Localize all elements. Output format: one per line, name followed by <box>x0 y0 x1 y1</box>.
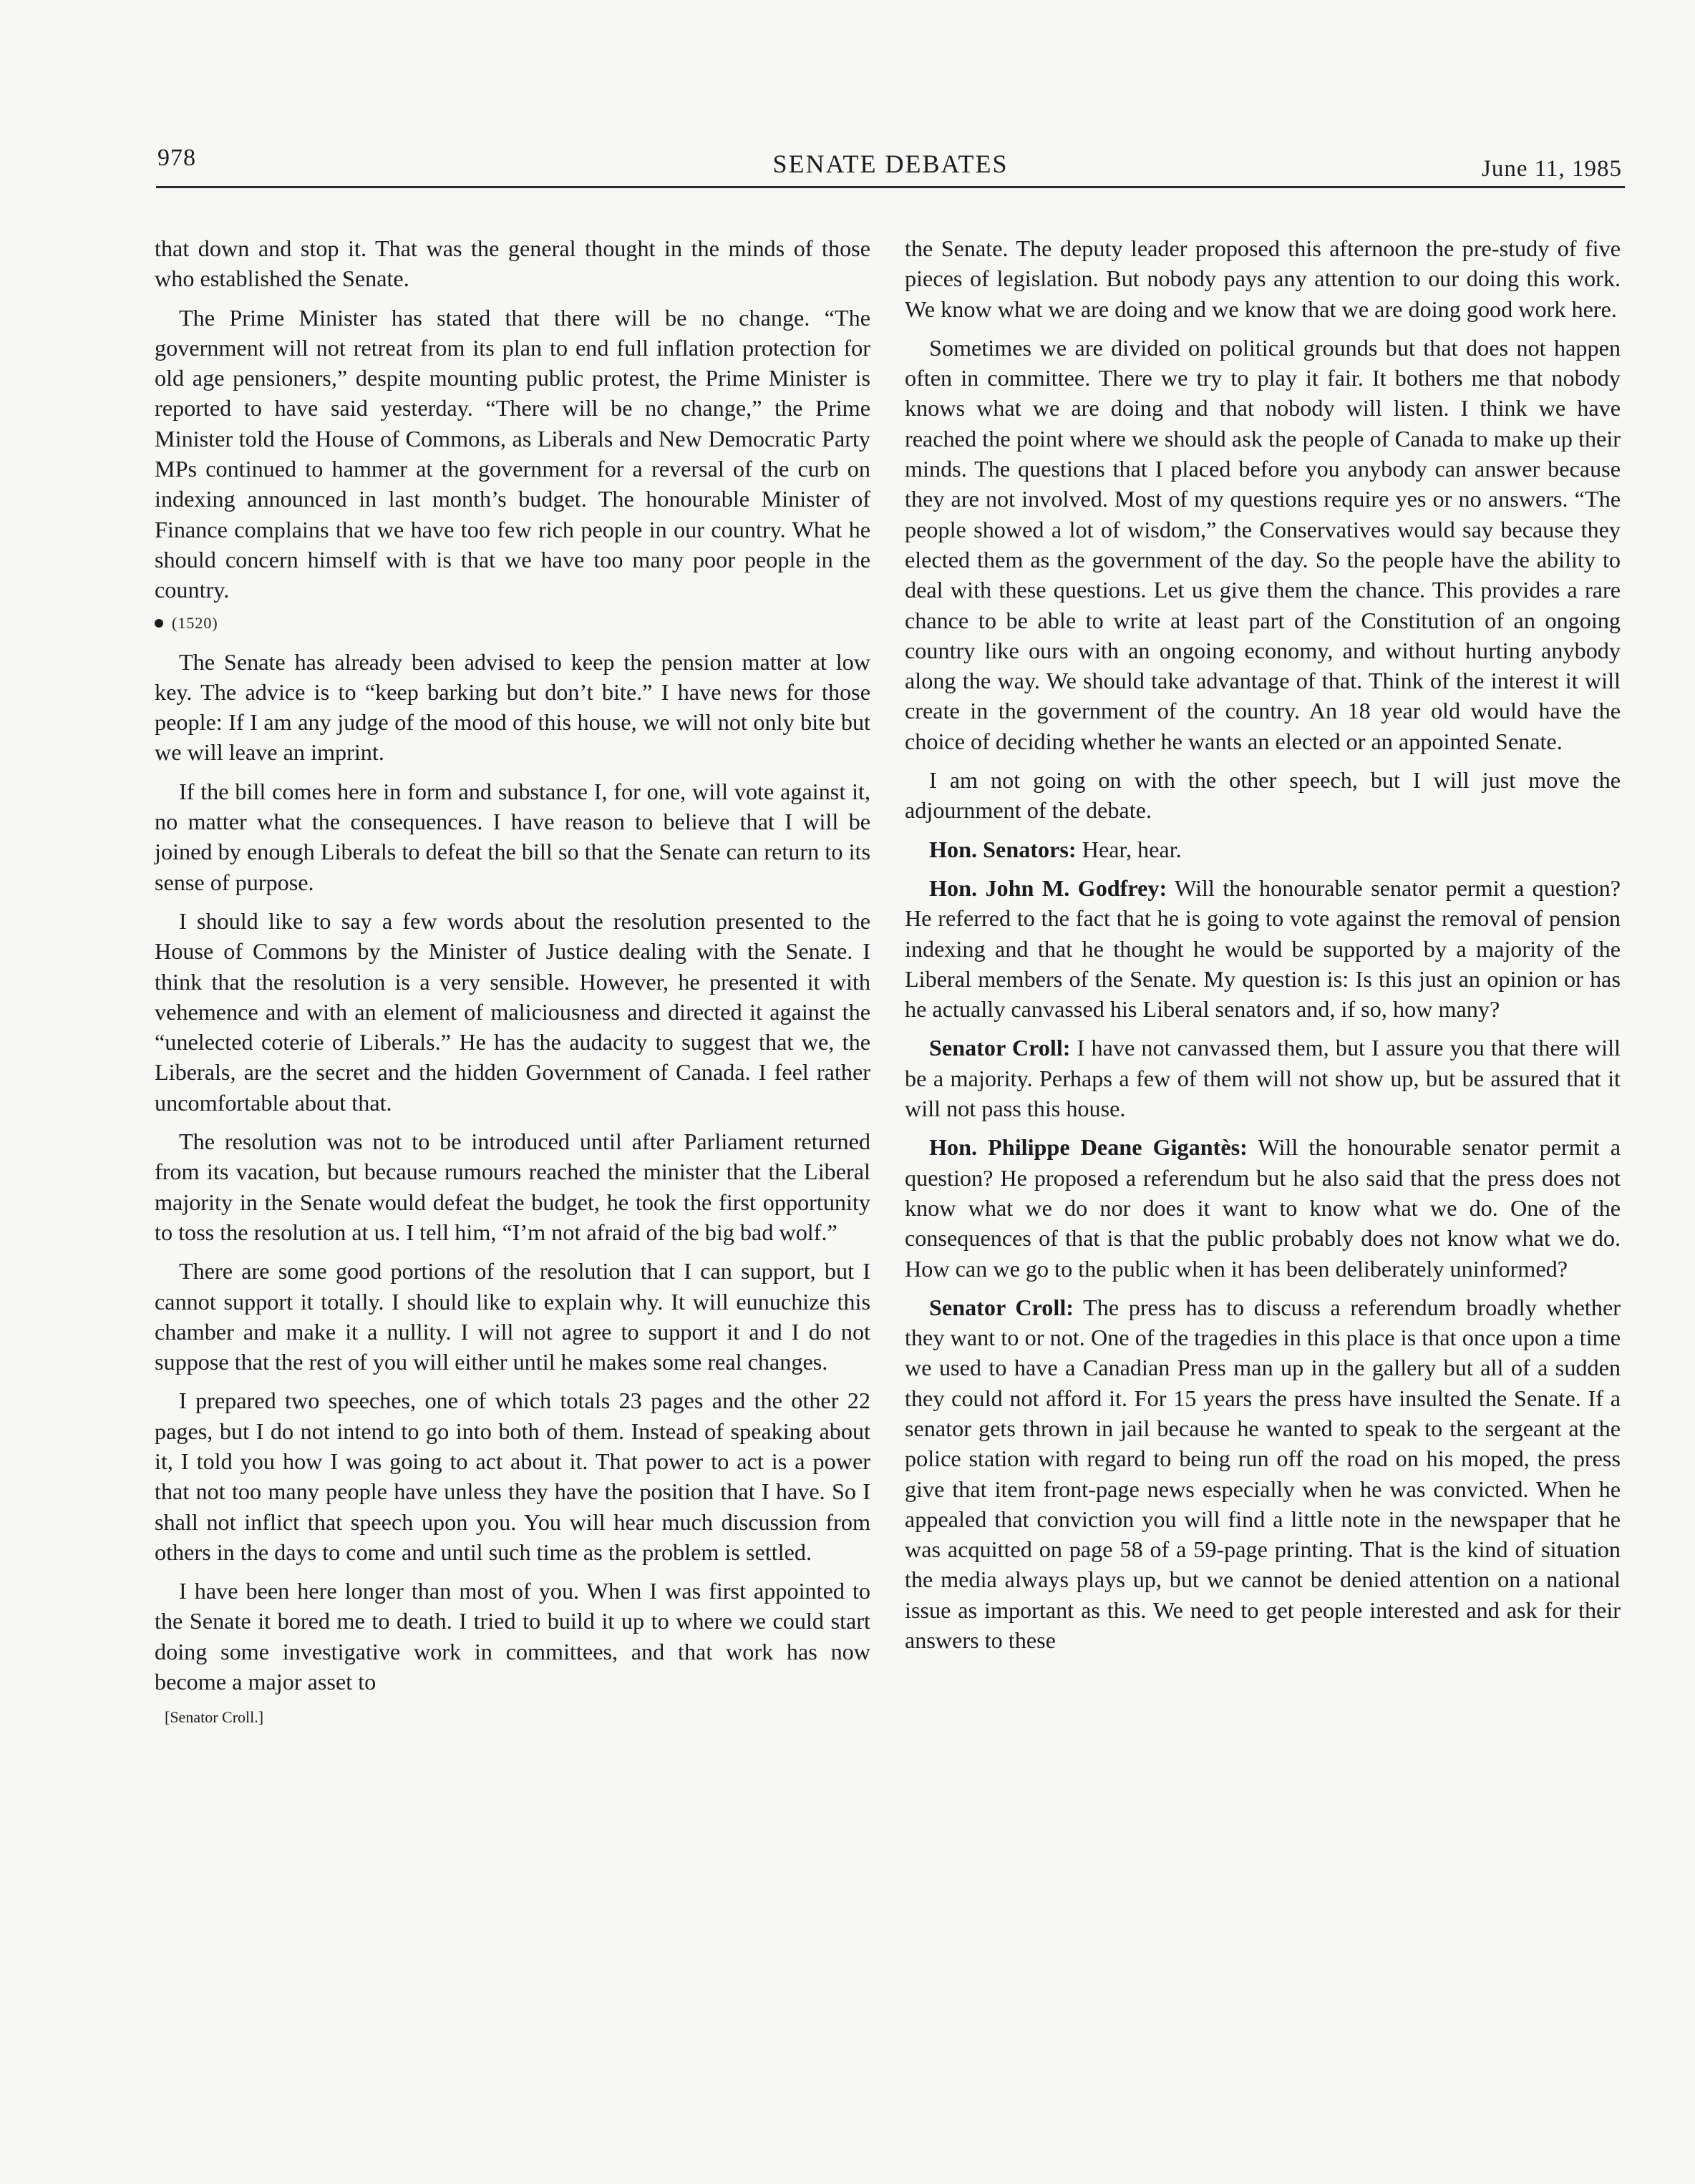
speech-text: Will the honourable senator permit a question? He referred to the fact that he is going to vote against the removal of pension indexing and that he thought he would be supported by a majority of the Liberal members of the Senate. My question is: Is this just an opinion or has he actually canvassed his Liberal senators and, if so, how many? <box>905 874 1621 1023</box>
speech-text: Will the honourable senator permit a question? He proposed a referendum but he also said that the press does not know what we do nor does it want to know what we do. One of the consequences of that is that the public probably does not know what we do. How can we go to the public when it has been deliberately uninformed? <box>905 1134 1621 1282</box>
speech-entry <box>905 834 1621 864</box>
paragraph: The Prime Minister has stated that there will be no change. “The government will not retreat from its plan to end full inflation protection for old age pensioners,” despite mounting public protest, the Prime Minister is reported to have said yesterday. “There will be no change,” the Prime Minister told the House of Commons, as Liberals and New Democratic Party MPs continued to hammer at the government for a reversal of the curb on indexing announced in last month’s budget. The honourable Minister of Finance complains that we have too few rich people in our country. What he should concern himself with is that we have too many poor people in the country. <box>155 304 870 603</box>
speech-text: Hear, hear. <box>1076 836 1182 862</box>
paragraph: If the bill comes here in form and substance I, for one, will vote against it, no matter what the consequences. I have reason to believe that I will be joined by enough Liberals to defeat the bill so that the Senate can return to its sense of purpose. <box>155 778 870 895</box>
paragraph: Sometimes we are divided on political grounds but that does not happen often in committee. There we try to play it fair. It bothers me that nobody knows what we are doing and that nobody will listen. I think we have reached the point where we should ask the people of Canada to make up their minds. The questions that I placed before you anybody can answer because they are not involved. Most of my questions require yes or no answers. “The people showed a lot of wisdom,” the Conservatives would say because they elected them as the government of the day. So the people have the ability to deal with these questions. Let us give them the chance. This provides a rare chance to be able to write at least part of the Constitution of an ongoing country like ours with an ongoing economy, and without hurting anybody along the way. We should take advantage of that. Think of the interest it will create in the government of the country. An 18 year old would have the choice of deciding whether he wants an elected or an appointed Senate. <box>905 334 1621 754</box>
paragraph: The Senate has already been advised to keep the pension matter at low key. The advice is to “keep barking but don’t bite.” I have news for those people: If I am any judge of the mood of this house, we will not only bite but we will leave an imprint. <box>155 648 870 766</box>
left-column <box>155 233 870 1728</box>
paragraph: the Senate. The deputy leader proposed this afternoon the pre-study of five pieces of legislation. But nobody pays any attention to our doing this work. We know what we are doing and we know that we are doing good work here. <box>905 235 1621 322</box>
speaker-footnote: [Senator Croll.] <box>165 1708 264 1727</box>
paragraph: The resolution was not to be introduced until after Parliament returned from its vacation, but because rumours reached the minister that the Liberal majority in the Senate would defeat the budget, he took the first opportunity to toss the resolution at us. I tell him, “I’m not afraid of the big bad wolf.” <box>155 1128 870 1245</box>
speech-entry <box>905 1132 1621 1283</box>
page-number: 978 <box>157 145 196 171</box>
paragraph: I am not going on with the other speech, but I will just move the adjournment of the debate. <box>905 767 1621 824</box>
issue-date: June 11, 1985 <box>1481 156 1622 182</box>
bullet-icon <box>155 619 163 628</box>
speech-entry <box>905 873 1621 1024</box>
paragraph: I prepared two speeches, one of which totals 23 pages and the other 22 pages, but I do not intend to go into both of them. Instead of speaking about it, I told you how I was going to act about it. That power to act is a power that not too many people have unless they have the position that I have. So I shall not inflict that speech upon you. You will hear much discussion from others in the days to come and until such time as the problem is settled. <box>155 1388 870 1565</box>
speech-text: The press has to discuss a referendum broadly whether they want to or not. One of the tragedies in this place is that once upon a time we used to have a Canadian Press man up in the gallery but all of a sudden they could not afford it. For 15 years the press have insulted the Senate. If a senator gets thrown in jail because he wanted to speak to the sergeant at the police station with regard to being run off the road on his moped, the press give that item front-page news especially when he was convicted. When he appealed that conviction you will find a little note in the newspaper that he was acquitted on page 58 of a 59-page printing. That is the kind of situation the media always plays up, but we cannot be denied attention on a national issue as important as this. We need to get people interested and ask for their answers to these <box>905 1294 1621 1654</box>
paragraph: I should like to say a few words about the resolution presented to the House of Commons by the Minister of Justice dealing with the Senate. I think that the resolution is a very sensible. However, he presented it with vehemence and with an element of maliciousness and directed it against the “unelected coterie of Liberals.” He has the audacity to suggest that we, the Liberals, are the secret and the hidden Government of Canada. I feel rather uncomfortable about that. <box>155 907 870 1116</box>
speaker-name: Hon. Philippe Deane Gigantès: <box>929 1134 1248 1161</box>
speaker-name: Hon. John M. Godfrey: <box>929 874 1167 901</box>
journal-title: SENATE DEBATES <box>772 150 1009 178</box>
paragraph: I have been here longer than most of you. When I was first appointed to the Senate it bored me to death. I tried to build it up to where we could start doing some investigative work in committees, and that work has now become a major asset to <box>155 1578 870 1695</box>
speech-entry <box>905 1292 1621 1656</box>
right-column <box>905 233 1621 1664</box>
speech-text: I have not canvassed them, but I assure you that there will be a majority. Perhaps a few of them will not show up, but be assured that it will not pass this house. <box>905 1035 1621 1122</box>
time-marker-text: (1520) <box>172 613 218 632</box>
speaker-name: Senator Croll: <box>929 1035 1071 1061</box>
speech-entry <box>905 1033 1621 1123</box>
paragraph: that down and stop it. That was the general thought in the minds of those who established the Senate. <box>155 235 870 292</box>
speaker-name: Hon. Senators: <box>929 836 1077 862</box>
paragraph: There are some good portions of the resolution that I can support, but I cannot support it totally. I should like to explain why. It will eunuchize this chamber and make it a nullity. I will not agree to support it and I do not suppose that the rest of you will either until he makes some real changes. <box>155 1258 870 1375</box>
page-header <box>156 140 1625 188</box>
time-marker <box>155 613 870 634</box>
speaker-name: Senator Croll: <box>929 1294 1074 1320</box>
